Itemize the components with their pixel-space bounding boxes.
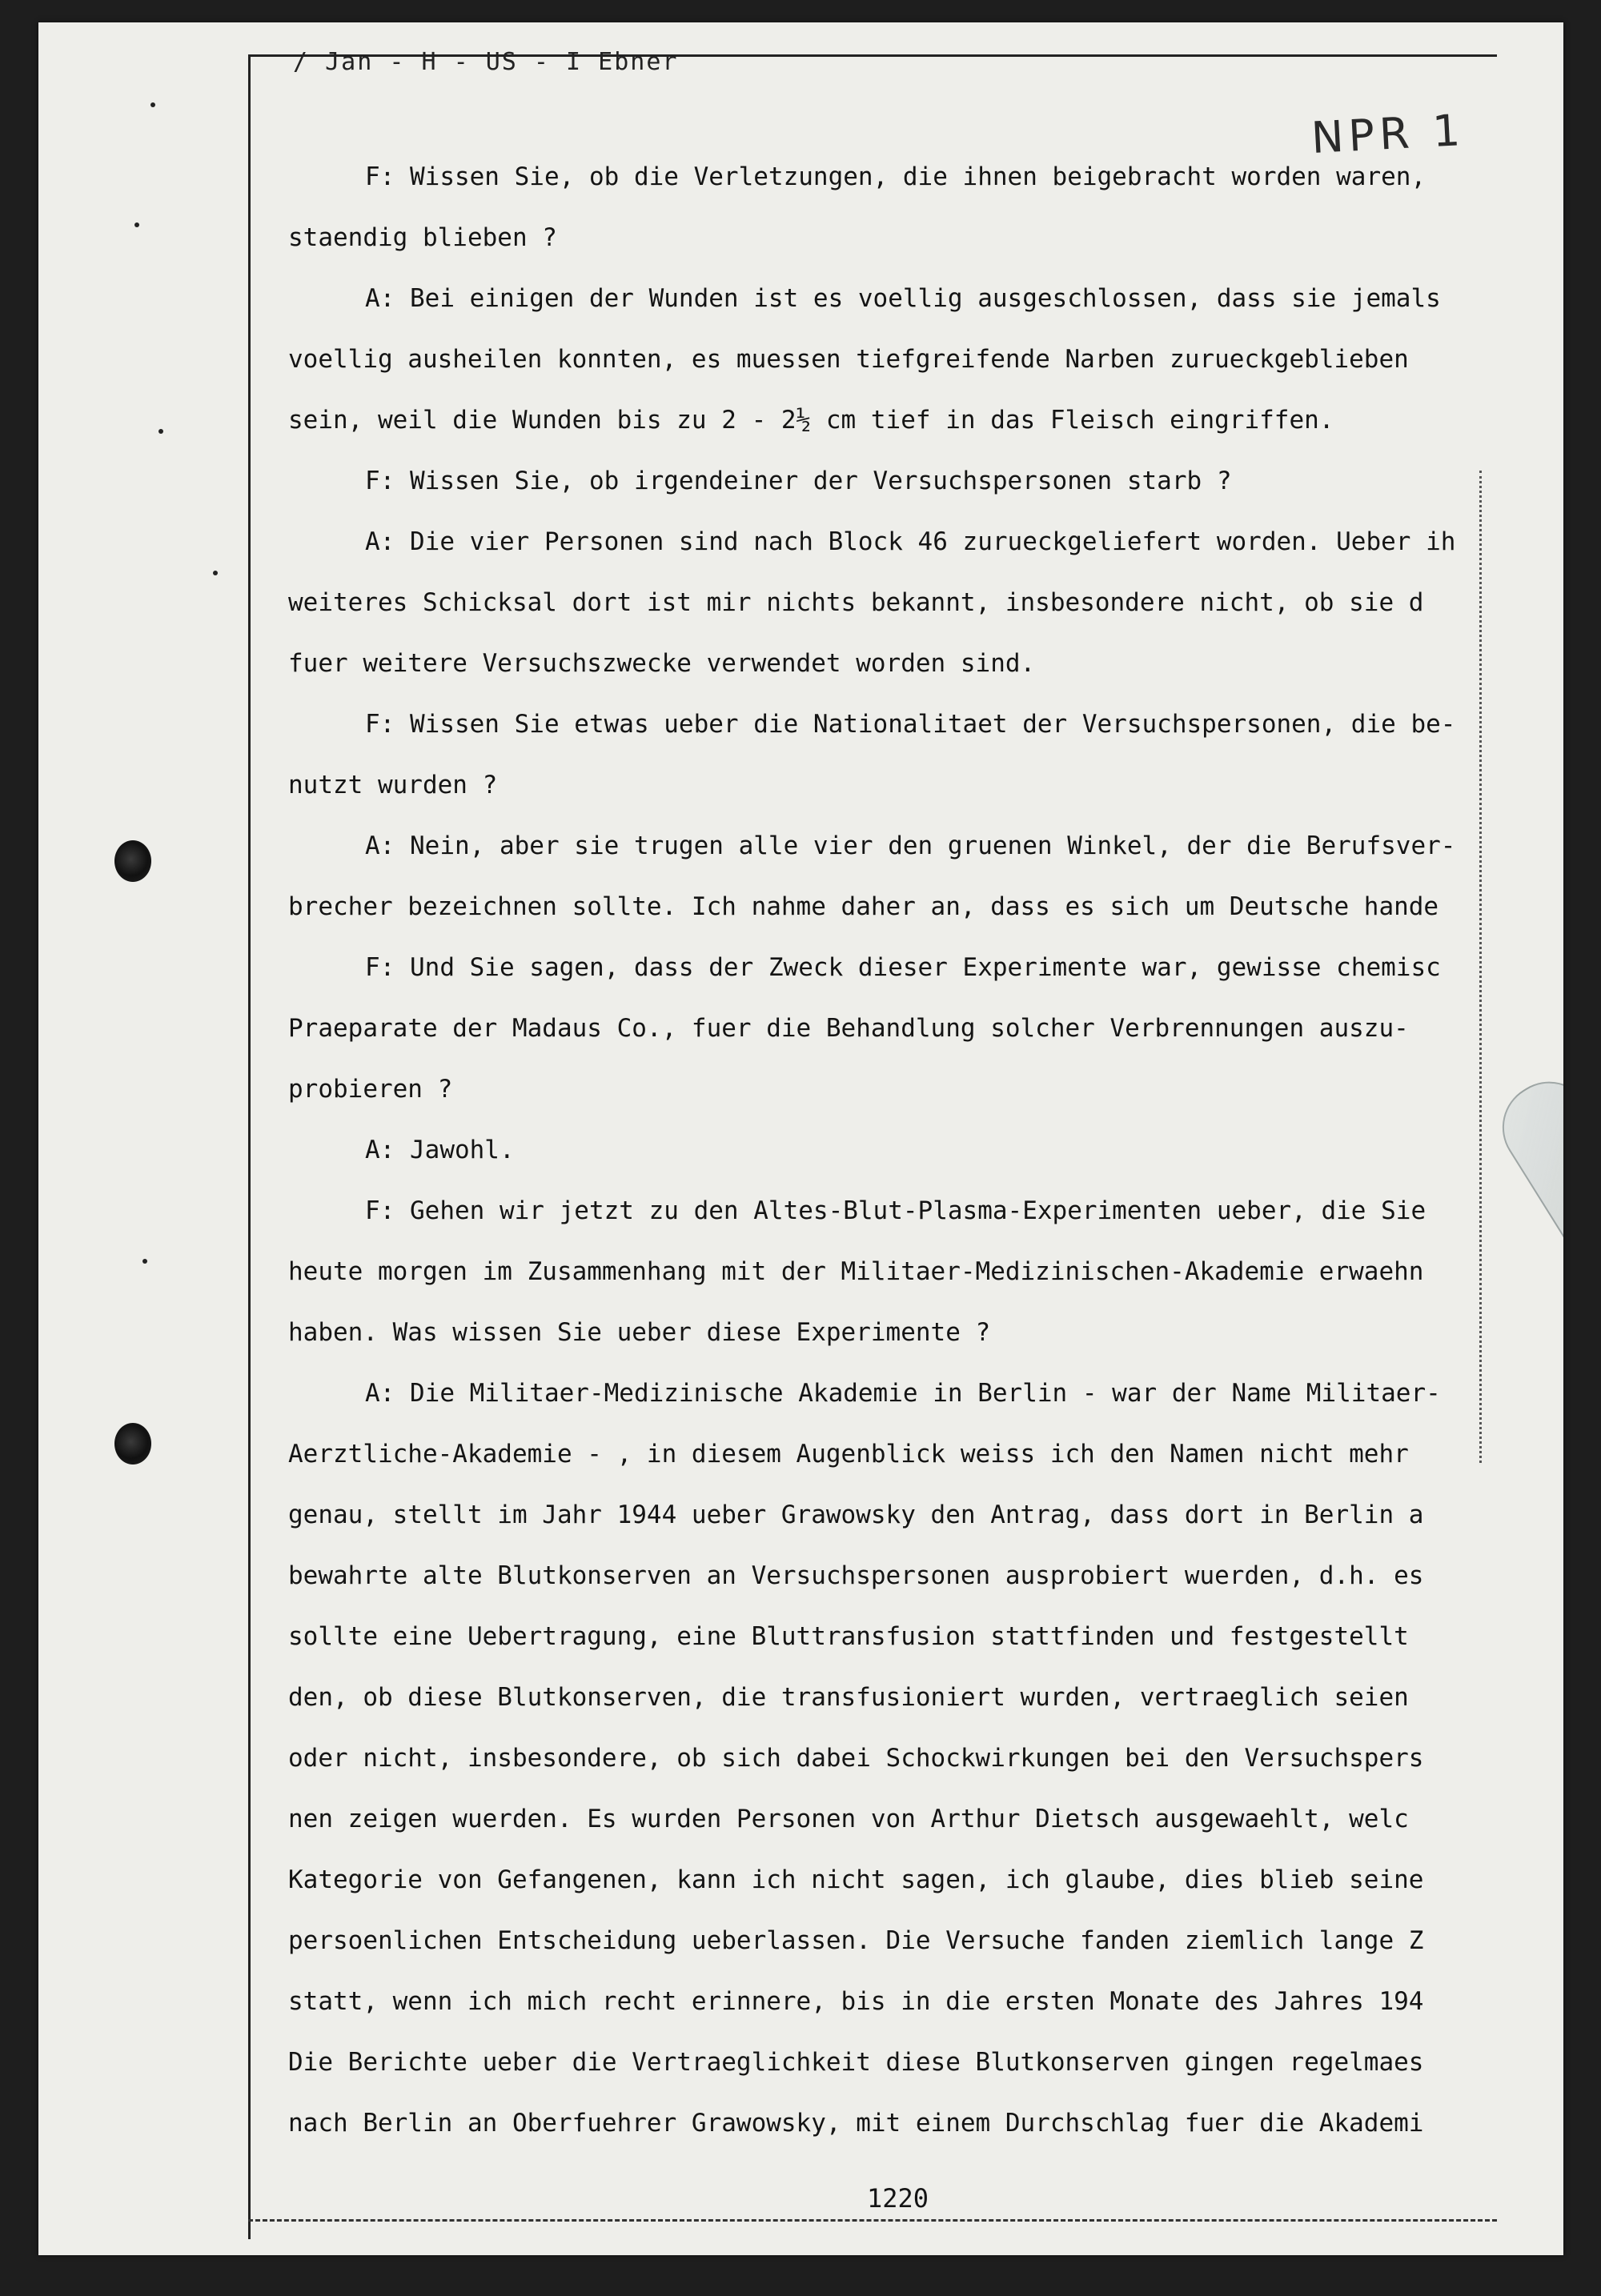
text-line: statt, wenn ich mich recht erinnere, bis in die ersten Monate des Jahres 194 xyxy=(288,1987,1424,2016)
text-line: F: Gehen wir jetzt zu den Altes-Blut-Plasma-Experimenten ueber, die Sie xyxy=(365,1196,1426,1225)
text-line: A: Jawohl. xyxy=(365,1136,515,1164)
text-line: sein, weil die Wunden bis zu 2 - 2½ cm tief in das Fleisch eingriffen. xyxy=(288,406,1334,435)
frame-left-line xyxy=(248,54,251,2239)
text-line: Praeparate der Madaus Co., fuer die Behandlung solcher Verbrennungen auszu- xyxy=(288,1014,1409,1043)
text-line: heute morgen im Zusammenhang mit der Militaer-Medizinischen-Akademie erwaehn xyxy=(288,1257,1424,1286)
paragraph xyxy=(288,451,1489,511)
paper-clip xyxy=(1486,1065,1563,1320)
text-line: Die Berichte ueber die Vertraeglichkeit diese Blutkonserven gingen regelmaes xyxy=(288,2048,1424,2077)
text-line: weiteres Schicksal dort ist mir nichts bekannt, insbesondere nicht, ob sie d xyxy=(288,588,1424,617)
paragraph xyxy=(288,694,1489,815)
paragraph xyxy=(288,268,1489,451)
text-line: A: Nein, aber sie trugen alle vier den gruenen Winkel, der die Berufsver- xyxy=(365,831,1456,860)
document-page xyxy=(38,22,1563,2255)
text-line: F: Wissen Sie etwas ueber die Nationalitaet der Versuchspersonen, die be- xyxy=(365,710,1456,739)
text-line: fuer weitere Versuchszwecke verwendet worden sind. xyxy=(288,649,1036,678)
text-line: F: Wissen Sie, ob irgendeiner der Versuchspersonen starb ? xyxy=(365,467,1232,495)
paragraph xyxy=(288,815,1489,937)
text-line: sollte eine Uebertragung, eine Bluttransfusion stattfinden und festgestellt xyxy=(288,1622,1409,1651)
handwritten-archive-mark: NPR 1 xyxy=(1310,105,1467,163)
paragraph xyxy=(288,1180,1489,1363)
paragraph xyxy=(288,146,1489,268)
text-line: A: Bei einigen der Wunden ist es voellig ausgeschlossen, dass sie jemals xyxy=(365,284,1441,313)
text-line: bewahrte alte Blutkonserven an Versuchspersonen ausprobiert wuerden, d.h. es xyxy=(288,1561,1424,1590)
text-line: oder nicht, insbesondere, ob sich dabei Schockwirkungen bei den Versuchspers xyxy=(288,1744,1424,1773)
text-line: nutzt wurden ? xyxy=(288,771,498,799)
text-line: brecher bezeichnen sollte. Ich nahme daher an, dass es sich um Deutsche hande xyxy=(288,892,1439,921)
document-reference: / Jan - H - US - I Ebner xyxy=(293,48,679,76)
speck xyxy=(213,571,218,575)
speck xyxy=(150,102,155,107)
punch-hole-upper xyxy=(114,840,151,882)
text-line: voellig ausheilen konnten, es muessen tiefgreifende Narben zurueckgeblieben xyxy=(288,345,1409,374)
speck xyxy=(134,222,139,227)
text-line: Kategorie von Gefangenen, kann ich nicht sagen, ich glaube, dies blieb seine xyxy=(288,1865,1424,1894)
text-line: genau, stellt im Jahr 1944 ueber Grawowsky den Antrag, dass dort in Berlin a xyxy=(288,1501,1424,1529)
text-line: staendig blieben ? xyxy=(288,223,557,252)
text-line: Aerztliche-Akademie - , in diesem Augenblick weiss ich den Namen nicht mehr xyxy=(288,1440,1409,1469)
transcript-body xyxy=(288,146,1489,2154)
text-line: probieren ? xyxy=(288,1075,453,1104)
paragraph xyxy=(288,937,1489,1120)
text-line: A: Die Militaer-Medizinische Akademie in Berlin - war der Name Militaer- xyxy=(365,1379,1441,1408)
page-number: 1220 xyxy=(867,2183,929,2214)
paragraph xyxy=(288,1363,1489,2154)
speck xyxy=(158,429,163,434)
text-line: F: Und Sie sagen, dass der Zweck dieser Experimente war, gewisse chemisc xyxy=(365,953,1441,982)
paragraph xyxy=(288,511,1489,694)
paragraph xyxy=(288,1120,1489,1180)
punch-hole-lower xyxy=(114,1423,151,1465)
text-line: A: Die vier Personen sind nach Block 46 zurueckgeliefert worden. Ueber ih xyxy=(365,527,1456,556)
text-line: persoenlichen Entscheidung ueberlassen. Die Versuche fanden ziemlich lange Z xyxy=(288,1926,1424,1955)
text-line: nach Berlin an Oberfuehrer Grawowsky, mit einem Durchschlag fuer die Akademi xyxy=(288,2109,1424,2138)
text-line: F: Wissen Sie, ob die Verletzungen, die ihnen beigebracht worden waren, xyxy=(365,162,1426,191)
text-line: nen zeigen wuerden. Es wurden Personen von Arthur Dietsch ausgewaehlt, welc xyxy=(288,1805,1409,1833)
text-line: haben. Was wissen Sie ueber diese Experimente ? xyxy=(288,1318,991,1347)
speck xyxy=(142,1259,147,1264)
frame-bottom-line xyxy=(248,2219,1497,2222)
text-line: den, ob diese Blutkonserven, die transfusioniert wurden, vertraeglich seien xyxy=(288,1683,1409,1712)
